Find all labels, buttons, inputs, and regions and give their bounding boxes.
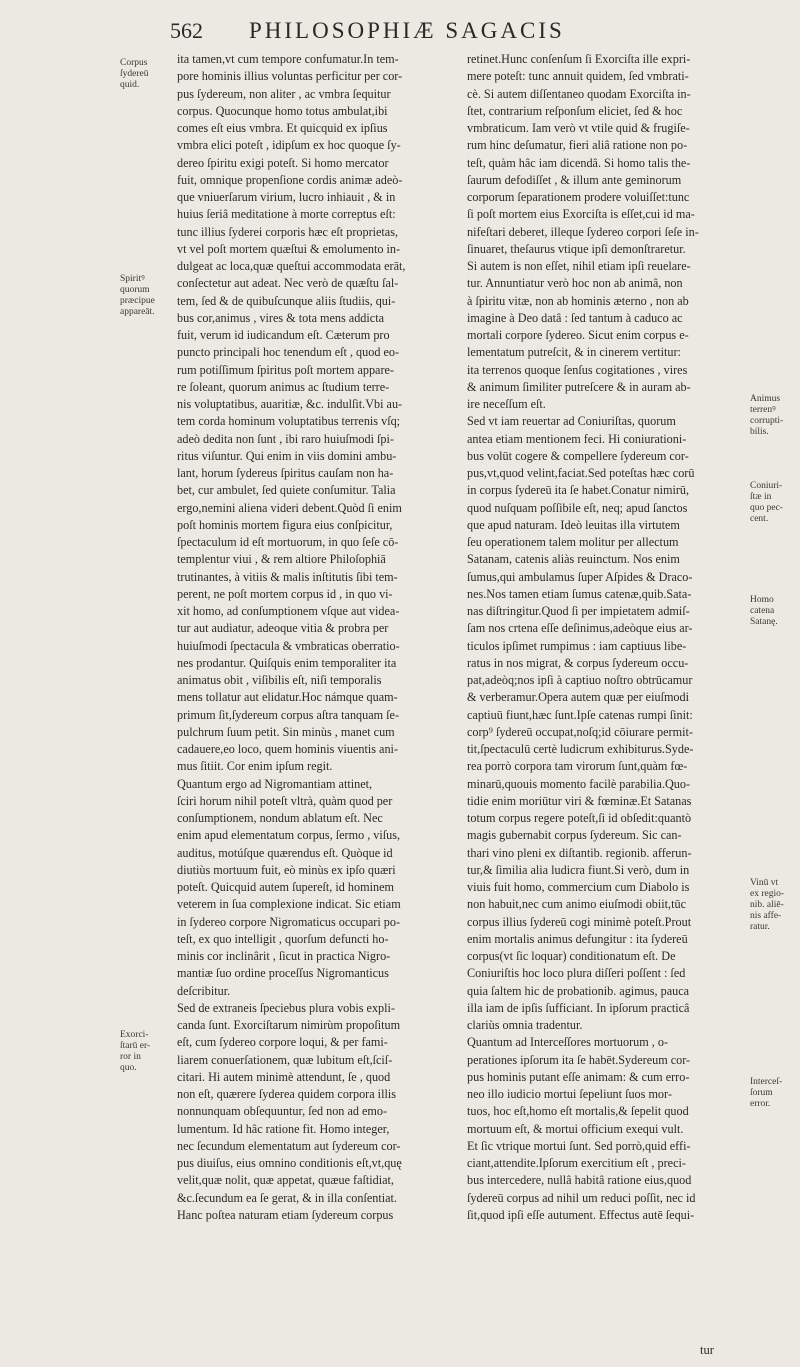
margin-note-line: Homo bbox=[750, 595, 774, 605]
text-line: teſt, ex quo intelligit , quorſum defuncti ho- bbox=[177, 931, 389, 946]
margin-note-line: ſorum bbox=[750, 1088, 773, 1098]
text-line: puncto principali hoc tenendum eſt , quod eo- bbox=[177, 345, 400, 360]
margin-note-line: Satanę. bbox=[750, 617, 778, 627]
text-line: que vniuerſarum virium, lucro inhiauit , & in bbox=[177, 190, 396, 204]
text-line: mus ſitiit. Cor enim ipſum regit. bbox=[177, 759, 333, 774]
text-line: & verberamur.Opera autem quæ per eiuſmodi bbox=[467, 690, 690, 705]
text-line: ſciri horum nihil poteſt vltrà, quàm quod per bbox=[177, 793, 393, 808]
text-line: bet, cur ambulet, ſed quiete conſumitur. Talia bbox=[177, 483, 396, 498]
text-line: minis cor inclinârit , ſicut in practica Nigro- bbox=[177, 949, 391, 963]
margin-note-line: quo pec- bbox=[750, 503, 783, 513]
margin-note-line: bilis. bbox=[750, 427, 769, 437]
text-line: pat,adeòq;nos ipſi à captiuo noſtro obtrūcamur bbox=[467, 673, 693, 687]
text-line: enim apud elementatum corpus, ſermo , viſus, bbox=[177, 828, 401, 843]
text-line: poteſt. Quicquid autem ſupereſt, id hominem bbox=[177, 880, 394, 894]
running-head: PHILOSOPHIÆ SAGACIS bbox=[249, 18, 565, 43]
margin-note-line: quid. bbox=[120, 80, 140, 90]
margin-note-line: nis affe- bbox=[750, 911, 782, 921]
text-line: teſt, quàm hâc iam dicendâ. Si homo talis the- bbox=[467, 155, 691, 170]
text-line: Satanam, catenis aliàs reuinctum. Nos enim bbox=[467, 552, 680, 567]
margin-note-line: Coniuri- bbox=[750, 481, 783, 491]
text-line: nes.Nos tamen etiam ſumus catenæ,quib.Sata- bbox=[467, 586, 692, 601]
text-line: tit,ſpectaculū certè ludicrum exhibiturus.Syde- bbox=[467, 742, 694, 756]
text-line: magis gubernabit corpus ſydereum. Sic can- bbox=[467, 828, 682, 843]
margin-note-line: Exorci- bbox=[120, 1030, 149, 1040]
text-line: Sed vt iam reuertar ad Coniuriſtas, quorum bbox=[467, 414, 676, 429]
text-line: pulchrum ſuum petit. Sin minùs , manet cum bbox=[177, 724, 395, 739]
text-line: non habuit,nec cum animo eiuſmodi obiit,tūc bbox=[467, 897, 686, 912]
margin-note-line: ratur. bbox=[750, 922, 770, 932]
text-line: ita tamen,vt cum tempore confumatur.In tem- bbox=[177, 52, 399, 66]
margin-note-right-1 bbox=[750, 394, 796, 438]
text-line: ſeu operationem talem molitur per allectum bbox=[467, 535, 679, 549]
text-line: à ſpiritu vitæ, non ab hominis æterno , non ab bbox=[467, 293, 689, 308]
text-line: Si autem is non eſſet, nihil etiam ipſi reuelare- bbox=[467, 259, 691, 273]
text-line: citari. Hi autem minimè attendunt, ſe , quod bbox=[177, 1069, 391, 1084]
text-line: nas diſtringitur.Quod ſi per impietatem admiſ- bbox=[467, 604, 690, 618]
text-line: nis voluptatibus, auaritiæ, &c. indulſit.Vbi au- bbox=[177, 397, 403, 411]
text-line: deſcribitur. bbox=[177, 983, 231, 998]
margin-note-line: Spiritꝰ bbox=[120, 274, 145, 284]
margin-note-left-1 bbox=[120, 58, 172, 91]
text-line: quia ſaltem hic de probationib. agimus, pauca bbox=[467, 983, 690, 998]
text-line: poſt hominis mortem figura eius conſpicitur, bbox=[177, 517, 393, 532]
text-line: rea porrò corpora tam virorum ſunt,quàm fœ- bbox=[467, 759, 688, 774]
text-line: huiuſmodi ſpectacula & vmbraticas oberratio- bbox=[177, 638, 400, 653]
margin-note-line: error. bbox=[750, 1099, 771, 1109]
margin-note-line: ſydereū bbox=[120, 69, 149, 79]
text-line: cè. Si autem diſſentaneo quodam Exorciſta in- bbox=[467, 86, 691, 101]
text-line: captiuū fiunt,hæc ſunt.Ipſe catenas rumpi ſinit: bbox=[467, 707, 693, 722]
text-line: bus volūt cogere & compellere ſydereum cor- bbox=[467, 448, 689, 463]
text-line: corporum ſeparationem prodere voluiſſet:tunc bbox=[467, 190, 690, 204]
text-line: pus diuiſus, eius omnino conditionis eſt,vt,quę bbox=[177, 1156, 402, 1170]
text-line: tur. Annuntiatur verò hoc non ab animâ, non bbox=[467, 276, 683, 291]
text-line: ticulos ipſimet rumpimus : iam captiuus libe- bbox=[467, 638, 687, 653]
text-line: neo illo iudicio mortui ſepeliunt ſuos mor- bbox=[467, 1087, 672, 1101]
margin-note-line: catena bbox=[750, 606, 775, 616]
text-line: huius ſeriâ meditatione à morte correptus eſt: bbox=[177, 207, 396, 222]
text-line: perationes ipſorum ita ſe habēt.Sydereum cor- bbox=[467, 1052, 691, 1067]
text-line: ſam nos crtena eſſe deſinimus,adeòque eius ar- bbox=[467, 621, 693, 636]
text-line: tem corda hominum voluptatibus terrenis vſq; bbox=[177, 414, 401, 429]
text-line: ſydereū corpus ad nihil um reduci poſſit, nec id bbox=[467, 1190, 696, 1205]
margin-note-line: cent. bbox=[750, 514, 769, 524]
text-line: Sed de extraneis ſpeciebus plura vobis expli- bbox=[177, 1000, 395, 1015]
text-line: thari vino pleni ex diſtantib. regionib. afferun- bbox=[467, 845, 692, 860]
text-line: auditus, motúſque quærendus eſt. Quòque id bbox=[177, 845, 393, 860]
margin-note-line: Interceſ- bbox=[750, 1077, 783, 1087]
text-line: mens tollatur aut elidatur.Hoc námque quam- bbox=[177, 690, 398, 705]
margin-note-line: ror in bbox=[120, 1052, 141, 1062]
text-line: Et ſic vtrique mortui ſunt. Sed porrò,quid effi- bbox=[467, 1138, 691, 1153]
margin-note-right-3 bbox=[750, 595, 796, 628]
text-line: ratus in nos migrat, & corpus ſydereum occu- bbox=[467, 655, 689, 670]
text-line: diutiùs mortuum fuit, eò minùs ex ipſo quæri bbox=[177, 862, 396, 877]
text-line: perent, ne poſt mortem corpus id , in quo vi- bbox=[177, 586, 393, 601]
text-line: ſpectaculum id eſt mortuorum, in quo ſeſe cō- bbox=[177, 535, 399, 549]
text-line: primum ſit,ſydereum corpus aſtra tanquam ſe- bbox=[177, 707, 400, 722]
margin-note-line: corrupti- bbox=[750, 416, 784, 426]
text-line: pus ſydereum, non aliter , ac vmbra ſequitur bbox=[177, 86, 391, 101]
text-line: clariùs omnia tradentur. bbox=[467, 1018, 583, 1032]
text-line: ſaurum defodiſſet , & illum ante geminorum bbox=[467, 172, 682, 187]
text-line: totum corpus regere poteſt,ſi id obſedit:quantò bbox=[467, 811, 692, 825]
text-line: corpus. Quocunque homo totus ambulat,ibi bbox=[177, 103, 388, 118]
text-line: enim mortalis animus defungitur : ita ſydereū bbox=[467, 931, 688, 946]
text-line: rum potiſſimum ſpiritus poſt mortem appare- bbox=[177, 362, 394, 377]
text-line: ire neceſſum eſt. bbox=[467, 397, 546, 411]
text-line: mortuum eſt, & mortui officium exequi vult. bbox=[467, 1121, 684, 1136]
text-line: lumentum. Id hâc ratione fit. Homo integer, bbox=[177, 1121, 390, 1136]
text-line: ritus viſuntur. Qui enim in viis domini ambu- bbox=[177, 448, 397, 463]
text-line: tunc illius ſyderei corporis hæc eſt proprietas, bbox=[177, 224, 399, 239]
margin-note-line: Animus bbox=[750, 394, 781, 404]
margin-note-line: quo. bbox=[120, 1063, 137, 1073]
text-line: vt vel poſt mortem quæſtui & emolumento in- bbox=[177, 241, 401, 256]
text-line: &c.ſecundum ea ſe gerat, & in illa conſentiat. bbox=[177, 1190, 397, 1205]
margin-note-right-5 bbox=[750, 1077, 796, 1110]
text-line: in ſydereo corpore Nigromaticus occupari po- bbox=[177, 914, 401, 929]
text-line: eſt, cum ſydereo corpore loqui, & per fami- bbox=[177, 1035, 388, 1050]
text-line: dereo ſpiritu exigi poteſt. Si homo mercator bbox=[177, 155, 389, 170]
margin-note-line: præcipue bbox=[120, 296, 155, 306]
text-line: retinet.Hunc conſenſum ſi Exorciſta ille expri- bbox=[467, 52, 691, 66]
text-line: tidie enim moriūtur viri & fœminæ.Et Satanas bbox=[467, 793, 692, 808]
text-line: Quantum ergo ad Nigromantiam attinet, bbox=[177, 776, 373, 791]
text-line: minarū,quouis momento facilè parabilia.Quo- bbox=[467, 776, 691, 791]
text-line: vmbra elici poteſt , idipſum ex hoc quoque ſy- bbox=[177, 138, 401, 153]
text-line: viuis fuit homo, commercium cum Diabolo is bbox=[467, 880, 690, 894]
text-line: Coniuriſtis hoc loco plura diſſeri poſſent : ſed bbox=[467, 966, 686, 981]
text-line: xit homo, ad conſumptionem vſque aut videa- bbox=[177, 604, 400, 618]
text-line: ita terrenos quoque ſenſus cogitationes , vires bbox=[467, 362, 688, 377]
text-line: cadauere,eo loco, quem hominis viuentis ani- bbox=[177, 742, 398, 756]
text-line: mere poteſt: tunc annuit quidem, ſed vmbrati- bbox=[467, 69, 689, 84]
text-line: velit,quæ nolit, quæ appetat, quæue faſtidiat, bbox=[177, 1173, 394, 1188]
text-line: antea etiam mentionem feci. Hi coniurationi- bbox=[467, 431, 687, 446]
left-text-column bbox=[177, 51, 449, 1224]
margin-note-right-2 bbox=[750, 481, 796, 525]
text-line: pore hominis illius voluntas perficitur per cor- bbox=[177, 69, 403, 84]
text-line: bus cor,animus , vires & tota mens addicta bbox=[177, 310, 384, 325]
text-line: illa iam de ipſis ſufficiant. In ipſorum practicâ bbox=[467, 1000, 690, 1015]
page-number: 562 bbox=[170, 18, 203, 43]
text-line: nes prodantur. Quiſquis enim temporaliter ita bbox=[177, 655, 397, 670]
text-line: in corpus ſydereū ita ſe habet.Conatur nimirū, bbox=[467, 483, 690, 498]
text-line: quod nuſquam poſſibile eſt, neq; apud ſanctos bbox=[467, 500, 688, 515]
text-line: templentur viui , & rem altiore Philoſophiā bbox=[177, 552, 386, 567]
text-line: conſumptionem, nondum ablatum eſt. Nec bbox=[177, 811, 383, 825]
text-line: corpus(vt ſic loquar) conditionatum eſt. De bbox=[467, 949, 676, 963]
text-line: ergo,nemini aliena videri debent.Quòd ſi enim bbox=[177, 500, 402, 515]
text-line: nec ſecundum elementatum aut ſydereum cor- bbox=[177, 1138, 401, 1153]
margin-note-line: ex regio- bbox=[750, 889, 785, 899]
text-line: mortali corpore ſydereo. Sicut enim corpus e- bbox=[467, 328, 689, 342]
text-line: vmbraticum. Iam verò vt vtile quid & frugiſe- bbox=[467, 121, 690, 135]
text-line: nonnunquam obſequuntur, ſed non ad emo- bbox=[177, 1104, 388, 1119]
text-line: canda ſunt. Exorciſtarum nimirùm propoſitum bbox=[177, 1018, 401, 1032]
margin-note-line: ſtæ in bbox=[750, 492, 772, 502]
text-line: fuit, verum id iudicandum eſt. Cæterum pro bbox=[177, 328, 390, 342]
text-line: pus hominis putant eſſe animam: & cum erro- bbox=[467, 1069, 690, 1084]
text-line: animatus obit , viſibilis eſt, niſi temporalis bbox=[177, 673, 382, 687]
text-line: ſi poſt mortem eius Exorciſta is eſſet,cui id ma- bbox=[467, 207, 695, 222]
text-line: ciant,attendite.Ipſorum exercitium eſt , preci- bbox=[467, 1156, 686, 1170]
text-line: non eſt, quærere ſyderea quidem corpora illis bbox=[177, 1087, 396, 1101]
text-line: bus intercedere, nullâ habitâ ratione eius,quod bbox=[467, 1173, 692, 1188]
text-line: Hanc poſtea naturam etiam ſydereum corpus bbox=[177, 1207, 394, 1222]
text-line: tuos, hoc eſt,homo eſt mortalis,& ſepelit quod bbox=[467, 1104, 689, 1119]
margin-note-left-3 bbox=[120, 1030, 172, 1074]
text-line: ſinuaret, theſaurus vtique ipſi demonſtraretur. bbox=[467, 241, 686, 256]
text-line: fuit, omnique propenſione cordis animæ adeò- bbox=[177, 172, 403, 187]
text-line: lementatum putreſcit, & in cinerem vertitur: bbox=[467, 345, 681, 360]
text-line: pus,vt,quod velint,faciat.Sed poteſtas hæc corū bbox=[467, 466, 695, 480]
margin-note-left-2 bbox=[120, 274, 172, 318]
text-line: mantiæ ſuo ordine proceſſus Nigromanticus bbox=[177, 966, 389, 981]
margin-note-line: nib. aliē- bbox=[750, 900, 784, 910]
text-line: nifeſtari deberet, illeque ſydereo corpori ſeſe in- bbox=[467, 224, 699, 239]
text-line: & animum ſimiliter putreſcere & in auram ab- bbox=[467, 379, 691, 394]
text-line: ſit,quod ipſi eſſe autument. Effectus autē ſequi- bbox=[467, 1207, 695, 1222]
text-line: ſumus,qui ambulamus ſuper Aſpides & Draco- bbox=[467, 569, 693, 584]
catchword: tur bbox=[700, 1343, 714, 1357]
text-line: lant, horum ſydereus ſpiritus cauſam non ha- bbox=[177, 466, 394, 480]
text-line: liarem conuerſationem, quæ lubitum eſt,ſciſ- bbox=[177, 1052, 393, 1067]
margin-note-right-4 bbox=[750, 878, 796, 933]
margin-note-line: quorum bbox=[120, 285, 150, 295]
text-line: tem, ſed & de quibuſcunque aliis ſtudiis, qui- bbox=[177, 293, 396, 308]
margin-note-line: appareāt. bbox=[120, 307, 155, 317]
text-line: tur,& ſimilia alia ludicra fiunt.Si verò, dum in bbox=[467, 862, 690, 877]
text-line: comes eſt eius vmbra. Et quicquid ex ipſius bbox=[177, 121, 388, 135]
text-line: re ſoleant, quorum animus ac ſtudium terre- bbox=[177, 379, 390, 394]
margin-note-line: ſtarū er- bbox=[120, 1041, 151, 1051]
margin-note-line: Corpus bbox=[120, 58, 148, 68]
margin-note-line: terrenꝰ bbox=[750, 405, 776, 415]
text-line: trutinantes, à vitiis & malis inſtitutis ſibi tem- bbox=[177, 569, 398, 584]
text-line: dulgeat ac loca,quæ queſtui accommodata erāt, bbox=[177, 259, 406, 273]
right-text-column bbox=[467, 51, 739, 1224]
text-line: Quantum ad Interceſſores mortuorum , o- bbox=[467, 1035, 669, 1050]
text-line: corp⁹ ſydereū occupat,noſq;id cōiurare permit- bbox=[467, 724, 693, 739]
text-line: imagine à Deo datâ : ſed tantum à caduco ac bbox=[467, 310, 683, 325]
text-line: tur aut audiatur, adeoque vitia & probra per bbox=[177, 621, 389, 636]
page-header bbox=[170, 18, 690, 52]
text-line: ſtet, contrarium reſponſum eliciet, ſed & hoc bbox=[467, 103, 683, 118]
text-line: que apud naturam. Ideò leuitas illa virtutem bbox=[467, 517, 680, 532]
text-line: rum hinc deſumatur, fieri aliâ ratione non po- bbox=[467, 138, 688, 153]
text-line: veterem in ſua complexione indicat. Sic etiam bbox=[177, 897, 401, 912]
margin-note-line: Vinū vt bbox=[750, 878, 779, 888]
text-line: corpus illius ſydereū cogi minimè poteſt.Prout bbox=[467, 914, 692, 929]
text-line: conſectetur aut adeat. Nec verò de quæſtu ſal- bbox=[177, 276, 399, 291]
text-line: adeò dedita non ſunt , ibi raro huiuſmodi ſpi- bbox=[177, 431, 394, 446]
